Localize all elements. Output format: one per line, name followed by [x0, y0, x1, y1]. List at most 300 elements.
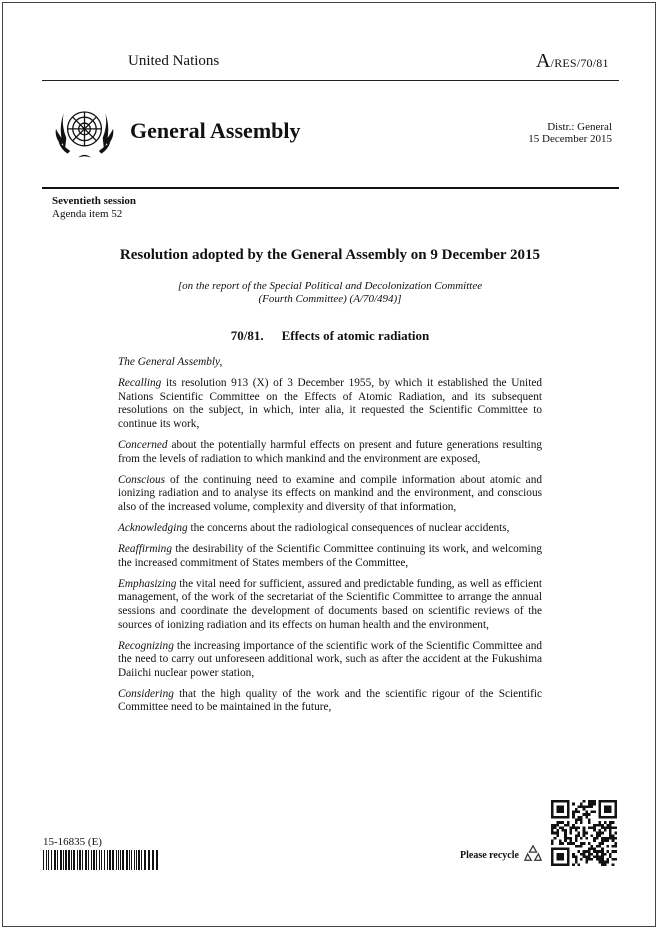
qr-module [612, 837, 615, 840]
qr-module [559, 840, 562, 843]
barcode-bar [138, 850, 140, 870]
qr-module [562, 821, 565, 824]
qr-module [567, 824, 570, 827]
qr-module [577, 834, 580, 837]
qr-module [554, 837, 557, 840]
qr-module [575, 818, 578, 821]
qr-module [599, 832, 602, 835]
qr-module [593, 829, 596, 832]
qr-module [569, 829, 572, 832]
qr-module [588, 813, 591, 816]
qr-module [606, 861, 609, 864]
qr-module [559, 842, 562, 845]
qr-module [585, 855, 588, 858]
qr-module [591, 826, 594, 829]
qr-module [588, 842, 591, 845]
barcode-bar [141, 850, 142, 870]
qr-module [606, 845, 609, 848]
qr-module [583, 813, 586, 816]
qr-module [609, 834, 612, 837]
barcode-bar [148, 850, 150, 870]
barcode-icon [43, 850, 159, 870]
session-label: Seventieth session [52, 195, 137, 207]
qr-module [591, 834, 594, 837]
qr-module [564, 837, 567, 840]
qr-module [601, 858, 604, 861]
qr-module [567, 837, 570, 840]
qr-module [596, 837, 599, 840]
report-line-2: (Fourth Committee) (A/70/494)] [258, 293, 402, 305]
qr-module [609, 853, 612, 856]
qr-module [554, 826, 557, 829]
qr-module [614, 850, 617, 853]
qr-module [593, 826, 596, 829]
qr-module [609, 832, 612, 835]
qr-module [588, 848, 591, 851]
paragraph-text: that the high quality of the work and the scientific rigour of the Scientific Committee need to be maintained in the future, [118, 687, 542, 714]
paragraph-text: of the continuing need to examine and compile information about atomic and ionizing radiation and to analyse its effects on mankind and the environment, and conscious also of the increased volume, complexity and diversity of that information, [118, 473, 542, 513]
barcode-bar [118, 850, 119, 870]
qr-module [604, 837, 607, 840]
qr-module [599, 850, 602, 853]
preamble-paragraph [118, 377, 542, 431]
qr-module [583, 800, 586, 803]
qr-module [585, 805, 588, 808]
qr-module [580, 818, 583, 821]
qr-module [580, 805, 583, 808]
paragraph-text: the concerns about the radiological consequences of nuclear accidents, [187, 521, 510, 534]
qr-module [567, 842, 570, 845]
preamble-paragraph [118, 522, 542, 536]
barcode-bar [126, 850, 128, 870]
paragraph-lead: Acknowledging [118, 521, 188, 534]
qr-module [601, 853, 604, 856]
qr-module [564, 834, 567, 837]
paragraph-lead: Reaffirming [118, 543, 172, 556]
resolution-heading [60, 328, 600, 344]
qr-module [556, 834, 559, 837]
qr-module [591, 803, 594, 806]
barcode-bar [96, 850, 97, 870]
qr-module [601, 850, 604, 853]
qr-module [609, 824, 612, 827]
barcode-bar [93, 850, 95, 870]
barcode-bar [57, 850, 58, 870]
qr-module [599, 855, 602, 858]
qr-module [601, 855, 604, 858]
barcode-bar [104, 850, 105, 870]
qr-module [609, 826, 612, 829]
paragraph-lead: Conscious [118, 473, 166, 486]
qr-module [580, 816, 583, 819]
barcode-bar [116, 850, 117, 870]
qr-module [575, 837, 578, 840]
qr-module [564, 832, 567, 835]
qr-module [591, 800, 594, 803]
qr-module [606, 850, 609, 853]
qr-module [585, 813, 588, 816]
barcode-bar [91, 850, 92, 870]
qr-module [556, 853, 564, 861]
qr-module [599, 821, 602, 824]
qr-module [593, 855, 596, 858]
qr-module [609, 837, 612, 840]
qr-module [572, 842, 575, 845]
qr-module [585, 850, 588, 853]
qr-module [596, 855, 599, 858]
qr-module [612, 863, 615, 866]
qr-module [609, 821, 612, 824]
barcode-bar [65, 850, 67, 870]
distribution-block [510, 121, 612, 145]
symbol-initial: A [536, 50, 551, 72]
barcode-bar [48, 850, 49, 870]
qr-module [572, 813, 575, 816]
paragraph-text: about the potentially harmful effects on present and future generations resulting from the levels of radiation to which mankind and the environment are exposed, [118, 438, 542, 465]
qr-module [577, 816, 580, 819]
qr-module [556, 805, 564, 813]
qr-module [601, 832, 604, 835]
agenda-item: Agenda item 52 [52, 208, 123, 220]
qr-module [554, 824, 557, 827]
qr-module [604, 861, 607, 864]
qr-module [601, 861, 604, 864]
qr-module [604, 853, 607, 856]
qr-module [569, 826, 572, 829]
qr-module [601, 837, 604, 840]
document-number: 15-16835 (E) [43, 836, 102, 848]
qr-module [601, 842, 604, 845]
qr-module [596, 824, 599, 827]
paragraph-text: the vital need for sufficient, assured and predictable funding, as well as efficient management, of the work of the secretariat of the Scientific Committee to arrange the annual sessions and coordinate the development of documents based on scientific reviews of the sources of ionizing radiation and its effects on human health and the environment, [118, 577, 542, 631]
qr-module [596, 834, 599, 837]
qr-module [588, 805, 591, 808]
preamble-paragraph [118, 688, 542, 715]
qr-module [575, 811, 578, 814]
qr-module [577, 826, 580, 829]
barcode-bar [101, 850, 102, 870]
qr-module [599, 829, 602, 832]
qr-module [580, 858, 583, 861]
resolution-number: 70/81. [230, 328, 264, 343]
barcode-bar [88, 850, 89, 870]
qr-module [601, 826, 604, 829]
qr-module [604, 840, 607, 843]
paragraph-text: the increasing importance of the scientific work of the Scientific Committee and the need to carry out unforeseen additional work, such as after the accident at the Fukushima Daiichi nuclear power station, [118, 639, 542, 679]
qr-module [580, 837, 583, 840]
qr-module [572, 826, 575, 829]
barcode-bar [68, 850, 70, 870]
barcode-bar [136, 850, 137, 870]
qr-module [588, 850, 591, 853]
barcode-bar [73, 850, 75, 870]
qr-module [606, 840, 609, 843]
qr-module [572, 853, 575, 856]
paragraph-lead: Recalling [118, 377, 162, 390]
qr-module [588, 855, 591, 858]
qr-module [556, 824, 559, 827]
qr-module [599, 842, 602, 845]
qr-module [612, 850, 615, 853]
qr-module [601, 848, 604, 851]
qr-module [559, 826, 562, 829]
qr-module [596, 853, 599, 856]
qr-module [583, 842, 586, 845]
qr-module [580, 803, 583, 806]
qr-module [614, 837, 617, 840]
qr-module [575, 858, 578, 861]
preamble-paragraph [118, 640, 542, 681]
qr-module [583, 805, 586, 808]
qr-module [575, 826, 578, 829]
qr-module [569, 837, 572, 840]
qr-module [591, 858, 594, 861]
qr-module [551, 840, 554, 843]
barcode-bar [82, 850, 83, 870]
qr-module [562, 842, 565, 845]
qr-module [604, 863, 607, 866]
preamble-paragraph [118, 578, 542, 632]
qr-module [609, 855, 612, 858]
qr-module [580, 821, 583, 824]
qr-module [580, 845, 583, 848]
qr-module [596, 845, 599, 848]
barcode-bar [131, 850, 132, 870]
report-line-1: [on the report of the Special Political and Decolonization Committee [177, 280, 483, 292]
qr-module [572, 811, 575, 814]
qr-module [585, 832, 588, 835]
qr-module [609, 829, 612, 832]
qr-module [593, 811, 596, 814]
qr-module [588, 821, 591, 824]
barcode-bar [54, 850, 56, 870]
qr-module [591, 805, 594, 808]
barcode-bar [122, 850, 124, 870]
preamble-paragraph [118, 474, 542, 515]
barcode-bar [107, 850, 108, 870]
qr-module [612, 840, 615, 843]
barcode-bar [63, 850, 64, 870]
qr-module [572, 803, 575, 806]
qr-module [583, 808, 586, 811]
qr-module [614, 832, 617, 835]
qr-module [604, 821, 607, 824]
qr-module [575, 845, 578, 848]
qr-module [564, 824, 567, 827]
qr-code-icon [551, 800, 617, 866]
paragraph-text: the desirability of the Scientific Committee continuing its work, and welcoming the increased commitment of States members of the Committee, [118, 543, 542, 569]
distribution-label: Distr.: General [547, 121, 612, 133]
qr-module [599, 824, 602, 827]
qr-module [601, 824, 604, 827]
qr-module [591, 811, 594, 814]
qr-module [612, 821, 615, 824]
barcode-bar [43, 850, 44, 870]
document-symbol [536, 50, 609, 73]
recycle-label: Please recycle [460, 850, 519, 861]
masthead-rule [42, 187, 619, 189]
qr-module [612, 858, 615, 861]
qr-module [614, 842, 617, 845]
qr-module [588, 858, 591, 861]
barcode-bar [109, 850, 111, 870]
qr-module [575, 829, 578, 832]
qr-module [612, 845, 615, 848]
qr-module [554, 832, 557, 835]
qr-module [575, 821, 578, 824]
qr-module [572, 824, 575, 827]
qr-module [606, 858, 609, 861]
qr-module [583, 850, 586, 853]
barcode-bar [129, 850, 130, 870]
qr-module [562, 826, 565, 829]
qr-module [614, 845, 617, 848]
header-rule [42, 80, 619, 81]
barcode-bar [112, 850, 114, 870]
qr-module [593, 803, 596, 806]
preamble-paragraph [118, 439, 542, 466]
qr-module [606, 824, 609, 827]
qr-module [564, 829, 567, 832]
qr-module [588, 826, 591, 829]
qr-module [583, 834, 586, 837]
qr-module [567, 821, 570, 824]
qr-module [599, 858, 602, 861]
qr-module [585, 816, 588, 819]
qr-module [585, 858, 588, 861]
qr-module [606, 837, 609, 840]
qr-module [593, 837, 596, 840]
qr-module [551, 824, 554, 827]
qr-module [583, 832, 586, 835]
qr-module [591, 845, 594, 848]
preamble-paragraph [118, 543, 542, 570]
qr-module [583, 853, 586, 856]
qr-module [575, 855, 578, 858]
qr-module [614, 858, 617, 861]
qr-module [604, 826, 607, 829]
qr-module [583, 829, 586, 832]
report-reference [60, 280, 600, 306]
qr-module [583, 855, 586, 858]
qr-module [577, 863, 580, 866]
qr-module [575, 840, 578, 843]
paragraph-text: its resolution 913 (X) of 3 December 1955, by which it established the United Nations Scientific Committee on the Effects of Atomic Radiation, and its subsequent resolutions on the subject, in which, inter alia, it requested the Scientific Committee to continue its work, [118, 377, 542, 430]
qr-module [569, 832, 572, 835]
qr-module [572, 855, 575, 858]
qr-module [606, 826, 609, 829]
qr-module [593, 824, 596, 827]
barcode-bar [46, 850, 47, 870]
qr-module [596, 832, 599, 835]
barcode-bar [152, 850, 154, 870]
qr-module [569, 840, 572, 843]
qr-module [612, 826, 615, 829]
qr-module [564, 840, 567, 843]
qr-module [551, 826, 554, 829]
qr-module [556, 821, 559, 824]
qr-module [601, 863, 604, 866]
qr-module [575, 861, 578, 864]
qr-module [572, 863, 575, 866]
qr-module [596, 850, 599, 853]
qr-module [591, 848, 594, 851]
qr-module [585, 861, 588, 864]
qr-module [596, 858, 599, 861]
qr-module [575, 834, 578, 837]
qr-module [593, 800, 596, 803]
qr-module [569, 842, 572, 845]
qr-module [577, 832, 580, 835]
barcode-bar [120, 850, 121, 870]
qr-module [572, 816, 575, 819]
barcode-bar [85, 850, 87, 870]
qr-module [604, 805, 612, 813]
qr-module [614, 826, 617, 829]
barcode-bar [60, 850, 62, 870]
qr-module [585, 811, 588, 814]
resolution-name: Effects of atomic radiation [281, 328, 430, 343]
qr-module [575, 808, 578, 811]
qr-module [583, 826, 586, 829]
barcode-bar [79, 850, 81, 870]
qr-module [559, 821, 562, 824]
barcode-bar [71, 850, 72, 870]
qr-module [604, 829, 607, 832]
qr-module [612, 834, 615, 837]
qr-module [577, 805, 580, 808]
qr-module [588, 800, 591, 803]
issue-date: 15 December 2015 [528, 133, 612, 145]
qr-module [601, 840, 604, 843]
barcode-bar [156, 850, 158, 870]
paragraph-lead: Concerned [118, 438, 168, 451]
qr-module [580, 853, 583, 856]
qr-module [577, 850, 580, 853]
qr-module [593, 850, 596, 853]
qr-module [551, 829, 554, 832]
paragraph-lead: Recognizing [118, 639, 174, 652]
qr-module [585, 837, 588, 840]
organization-name: United Nations [128, 53, 220, 69]
barcode-bar [51, 850, 52, 870]
qr-module [562, 829, 565, 832]
qr-module [556, 829, 559, 832]
qr-module [577, 818, 580, 821]
qr-module [588, 853, 591, 856]
paragraph-lead: Emphasizing [118, 577, 177, 590]
qr-module [599, 861, 602, 864]
qr-module [593, 840, 596, 843]
barcode-bar [144, 850, 146, 870]
qr-module [599, 845, 602, 848]
resolution-body [118, 356, 542, 723]
qr-module [551, 832, 554, 835]
qr-module [599, 834, 602, 837]
qr-module [577, 811, 580, 814]
barcode-bar [134, 850, 135, 870]
symbol-rest: /RES/70/81 [550, 56, 609, 70]
qr-module [593, 848, 596, 851]
un-emblem-icon [52, 99, 117, 164]
qr-module [588, 803, 591, 806]
barcode-bar [99, 850, 100, 870]
qr-module [591, 853, 594, 856]
qr-module [577, 845, 580, 848]
qr-module [588, 818, 591, 821]
qr-module [580, 842, 583, 845]
paragraph-lead: Considering [118, 687, 174, 700]
